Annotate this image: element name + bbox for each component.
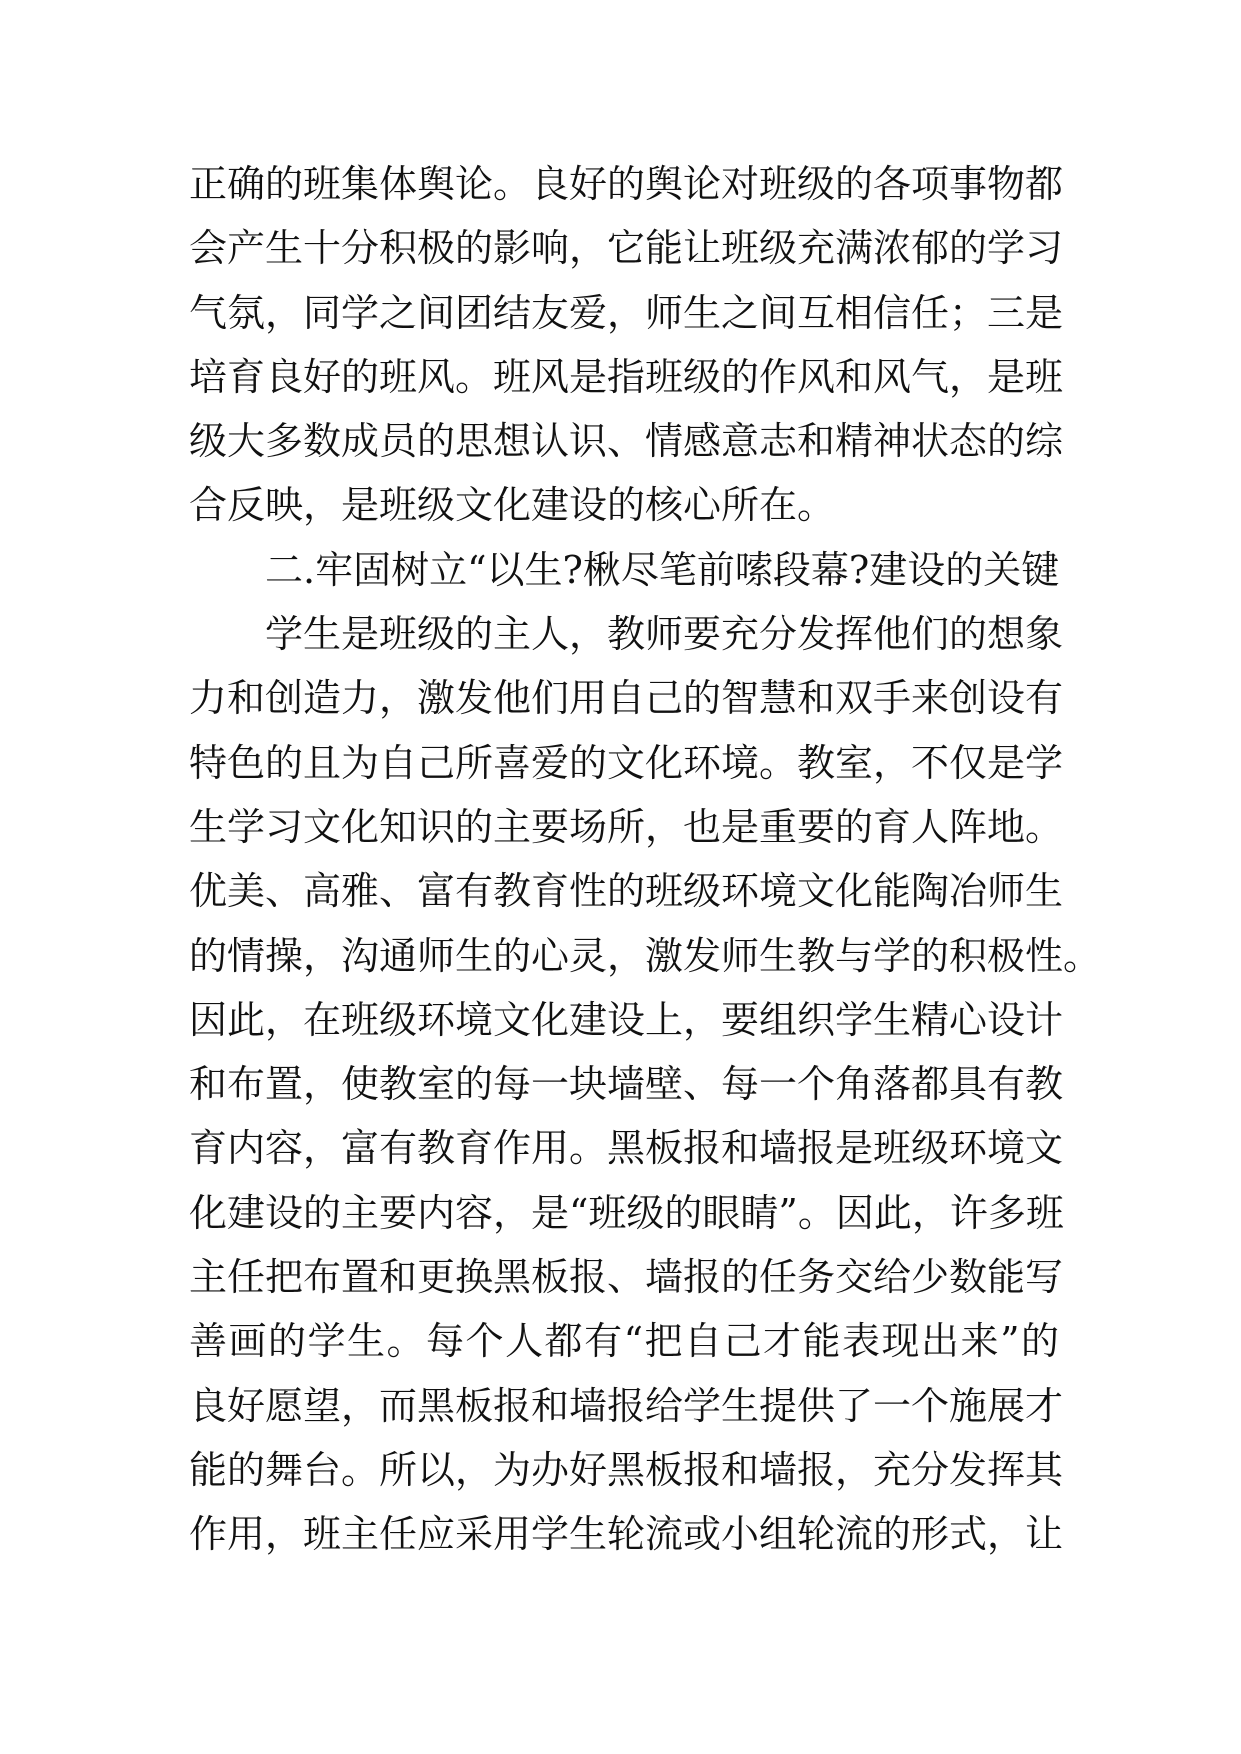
text-line: 特色的且为自己所喜爱的文化环境。教室，不仅是学 <box>189 740 1064 785</box>
section-heading: 二.牢固树立“以生?楸尽笔前嗦段幕?建设的关键 <box>265 547 1060 592</box>
text-line: 级大多数成员的思想认识、情感意志和精神状态的综 <box>189 419 1064 464</box>
text-line: 能的舞台。所以，为办好黑板报和墙报，充分发挥其 <box>189 1447 1064 1492</box>
text-line: 作用，班主任应采用学生轮流或小组轮流的形式，让 <box>189 1512 1064 1557</box>
text-line: 合反映，是班级文化建设的核心所在。 <box>189 483 836 528</box>
body-text <box>189 152 1102 1567</box>
text-line: 生学习文化知识的主要场所，也是重要的育人阵地。 <box>189 804 1064 849</box>
text-line: 主任把布置和更换黑板报、墙报的任务交给少数能写 <box>189 1255 1064 1300</box>
text-line: 因此，在班级环境文化建设上，要组织学生精心设计 <box>189 997 1064 1042</box>
text-line: 和布置，使教室的每一块墙壁、每一个角落都具有教 <box>189 1062 1064 1107</box>
text-line: 培育良好的班风。班风是指班级的作风和风气，是班 <box>189 354 1064 399</box>
text-line: 气氛，同学之间团结友爱，师生之间互相信任；三是 <box>189 290 1064 335</box>
text-line: 的情操，沟通师生的心灵，激发师生教与学的积极性。 <box>189 933 1102 978</box>
text-line: 正确的班集体舆论。良好的舆论对班级的各项事物都 <box>189 162 1064 206</box>
text-line: 善画的学生。每个人都有“把自己才能表现出来”的 <box>189 1319 1059 1364</box>
text-line: 会产生十分积极的影响，它能让班级充满浓郁的学习 <box>189 226 1064 271</box>
text-line: 力和创造力，激发他们用自己的智慧和双手来创设有 <box>189 676 1064 721</box>
text-line: 育内容，富有教育作用。黑板报和墙报是班级环境文 <box>189 1126 1064 1171</box>
text-line: 化建设的主要内容，是“班级的眼睛”。因此，许多班 <box>189 1190 1064 1235</box>
text-line: 学生是班级的主人，教师要充分发挥他们的想象 <box>265 612 1064 657</box>
text-line: 良好愿望，而黑板报和墙报给学生提供了一个施展才 <box>189 1383 1064 1428</box>
text-line: 优美、高雅、富有教育性的班级环境文化能陶冶师生 <box>189 869 1064 914</box>
